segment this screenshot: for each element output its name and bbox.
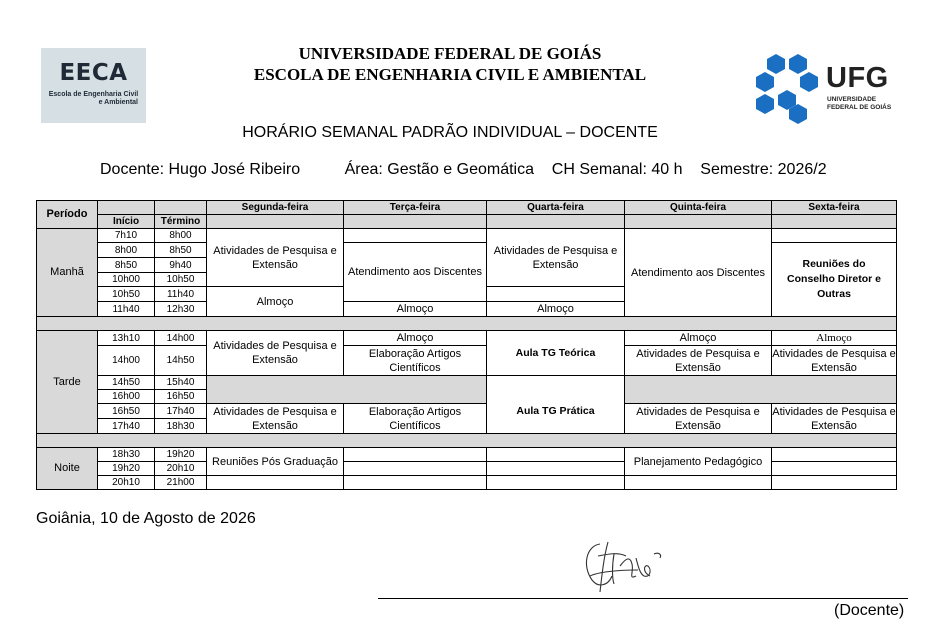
time-end: 16h50 xyxy=(155,390,207,404)
time-start: 17h40 xyxy=(98,419,155,434)
slot-empty xyxy=(487,476,625,490)
header-blank xyxy=(625,215,772,229)
time-start: 10h00 xyxy=(98,273,155,287)
header-blank xyxy=(155,201,207,215)
ufg-logo-subtitle xyxy=(827,96,891,111)
time-start: 8h00 xyxy=(98,243,155,258)
time-end: 19h20 xyxy=(155,448,207,462)
slot-qui-tarde-ativ1: Atividades de Pesquisa e Extensão xyxy=(625,346,772,376)
time-end: 8h00 xyxy=(155,229,207,243)
schedule-table xyxy=(36,200,897,490)
university-title: UNIVERSIDADE FEDERAL DE GOIÁS xyxy=(298,44,602,63)
slot-seg-tarde-ativ1: Atividades de Pesquisa e Extensão xyxy=(207,331,344,376)
docente-name: Docente: Hugo José Ribeiro xyxy=(100,161,301,178)
time-start: 8h50 xyxy=(98,258,155,273)
slot-sex-tarde-almoco: Almoço xyxy=(772,331,897,346)
slot-ter-manha-atend: Atendimento aos Discentes xyxy=(344,243,487,302)
ufg-logo xyxy=(752,52,897,125)
separator-row xyxy=(37,434,897,448)
semestre-info: Semestre: 2026/2 xyxy=(700,161,827,178)
slot-empty xyxy=(772,229,897,243)
time-end: 17h40 xyxy=(155,404,207,419)
slot-sex-tarde-ativ2: Atividades de Pesquisa e Extensão xyxy=(772,405,896,432)
slot-ter-manha-almoco: Almoço xyxy=(344,302,487,317)
slot-sex-manha-reun: Reuniões do Conselho Diretor e Outras xyxy=(772,243,897,317)
slot-empty xyxy=(625,476,772,490)
ch-info: CH Semanal: 40 h xyxy=(551,161,683,178)
slot-qui-tarde-ativ2: Atividades de Pesquisa e Extensão xyxy=(625,404,772,434)
time-start: 19h20 xyxy=(98,462,155,476)
header-blank xyxy=(487,215,625,229)
slot-empty xyxy=(344,229,487,243)
slot-ter-tarde-elab2: Elaboração Artigos Científicos xyxy=(344,404,487,434)
header-blank xyxy=(772,215,897,229)
slot-empty xyxy=(344,462,487,476)
slot-seg-tarde-ativ2: Atividades de Pesquisa e Extensão xyxy=(207,404,344,434)
time-end: 10h50 xyxy=(155,273,207,287)
ufg-logo-title: UFG xyxy=(826,62,889,94)
slot-gray-block xyxy=(207,376,487,404)
period-manha: Manhã xyxy=(37,229,98,317)
area-info: Área: Gestão e Geomática xyxy=(344,161,534,178)
slot-qua-tarde-pratica: Aula TG Prática xyxy=(487,390,625,434)
slot-seg-noite-reun: Reuniões Pós Graduação xyxy=(207,448,344,476)
time-end: 8h50 xyxy=(155,243,207,258)
slot-empty xyxy=(344,448,487,462)
time-end: 11h40 xyxy=(155,287,207,302)
header-day: Terça-feira xyxy=(344,201,487,215)
slot-qua-tarde-teorica: Aula TG Teórica xyxy=(487,331,625,376)
slot-seg-manha-ativ: Atividades de Pesquisa e Extensão xyxy=(207,229,344,287)
time-end: 14h00 xyxy=(155,331,207,346)
signature-label: (Docente) xyxy=(834,602,905,619)
signature-line xyxy=(378,598,908,599)
slot-qui-tarde-almoco: Almoço xyxy=(625,331,772,346)
slot-sex-tarde-ativ1: Atividades de Pesquisa e Extensão xyxy=(772,347,896,374)
time-end: 21h00 xyxy=(155,476,207,490)
header-periodo: Período xyxy=(37,201,98,229)
time-start: 18h30 xyxy=(98,448,155,462)
time-end: 15h40 xyxy=(155,376,207,390)
time-start: 10h50 xyxy=(98,287,155,302)
header-blank xyxy=(207,215,344,229)
time-start: 16h00 xyxy=(98,390,155,404)
time-end: 14h50 xyxy=(155,346,207,376)
ufg-logo-sub-2: FEDERAL DE GOIÁS xyxy=(827,103,892,111)
time-start: 7h10 xyxy=(98,229,155,243)
slot-seg-manha-almoco: Almoço xyxy=(207,287,344,317)
docente-info-line xyxy=(100,161,827,179)
header-day: Sexta-feira xyxy=(772,201,897,215)
handwritten-signature xyxy=(578,536,668,596)
slot-empty xyxy=(772,462,897,476)
slot-empty xyxy=(487,462,625,476)
time-start: 14h00 xyxy=(98,346,155,376)
time-start: 20h10 xyxy=(98,476,155,490)
document-date: Goiânia, 10 de Agosto de 2026 xyxy=(36,510,256,527)
slot-ter-tarde-elab1: Elaboração Artigos Científicos xyxy=(344,346,487,376)
time-end: 12h30 xyxy=(155,302,207,317)
time-start: 16h50 xyxy=(98,404,155,419)
slot-qua-manha-almoco: Almoço xyxy=(487,302,625,317)
slot-ter-tarde-almoco: Almoço xyxy=(344,331,487,346)
header-day: Segunda-feira xyxy=(207,201,344,215)
header-inicio: Início xyxy=(98,215,155,229)
period-noite: Noite xyxy=(37,448,98,490)
slot-qui-noite-plan: Planejamento Pedagógico xyxy=(625,448,772,476)
time-start: 11h40 xyxy=(98,302,155,317)
time-end: 18h30 xyxy=(155,419,207,434)
header-day: Quarta-feira xyxy=(487,201,625,215)
period-tarde: Tarde xyxy=(37,331,98,434)
header-day: Quinta-feira xyxy=(625,201,772,215)
header-blank xyxy=(344,215,487,229)
time-end: 9h40 xyxy=(155,258,207,273)
separator-row xyxy=(37,317,897,331)
slot-gray-block xyxy=(625,376,897,404)
slot-empty xyxy=(207,476,344,490)
slot-empty xyxy=(487,448,625,462)
time-start: 14h50 xyxy=(98,376,155,390)
eeca-logo-sub-1: Escola de Engenharia Civil xyxy=(48,91,139,98)
slot-empty xyxy=(772,448,897,462)
ufg-logo-sub-1: UNIVERSIDADE xyxy=(827,96,877,103)
document-subtitle: HORÁRIO SEMANAL PADRÃO INDIVIDUAL – DOCENTE xyxy=(242,124,658,141)
slot-empty xyxy=(344,476,487,490)
slot-qui-manha-atend: Atendimento aos Discentes xyxy=(625,229,772,317)
header-termino: Término xyxy=(155,215,207,229)
eeca-logo-subtitle xyxy=(41,91,146,107)
school-title: ESCOLA DE ENGENHARIA CIVIL E AMBIENTAL xyxy=(253,65,647,84)
time-start: 13h10 xyxy=(98,331,155,346)
time-end: 20h10 xyxy=(155,462,207,476)
eeca-logo-sub-2: e Ambiental xyxy=(98,99,138,106)
slot-empty xyxy=(487,376,625,390)
header-blank xyxy=(98,201,155,215)
slot-empty xyxy=(772,476,897,490)
ufg-hexagons-icon xyxy=(752,52,824,125)
slot-empty xyxy=(487,287,625,302)
slot-qua-manha-ativ: Atividades de Pesquisa e Extensão xyxy=(487,229,625,287)
eeca-logo-title: EECA xyxy=(59,60,128,86)
